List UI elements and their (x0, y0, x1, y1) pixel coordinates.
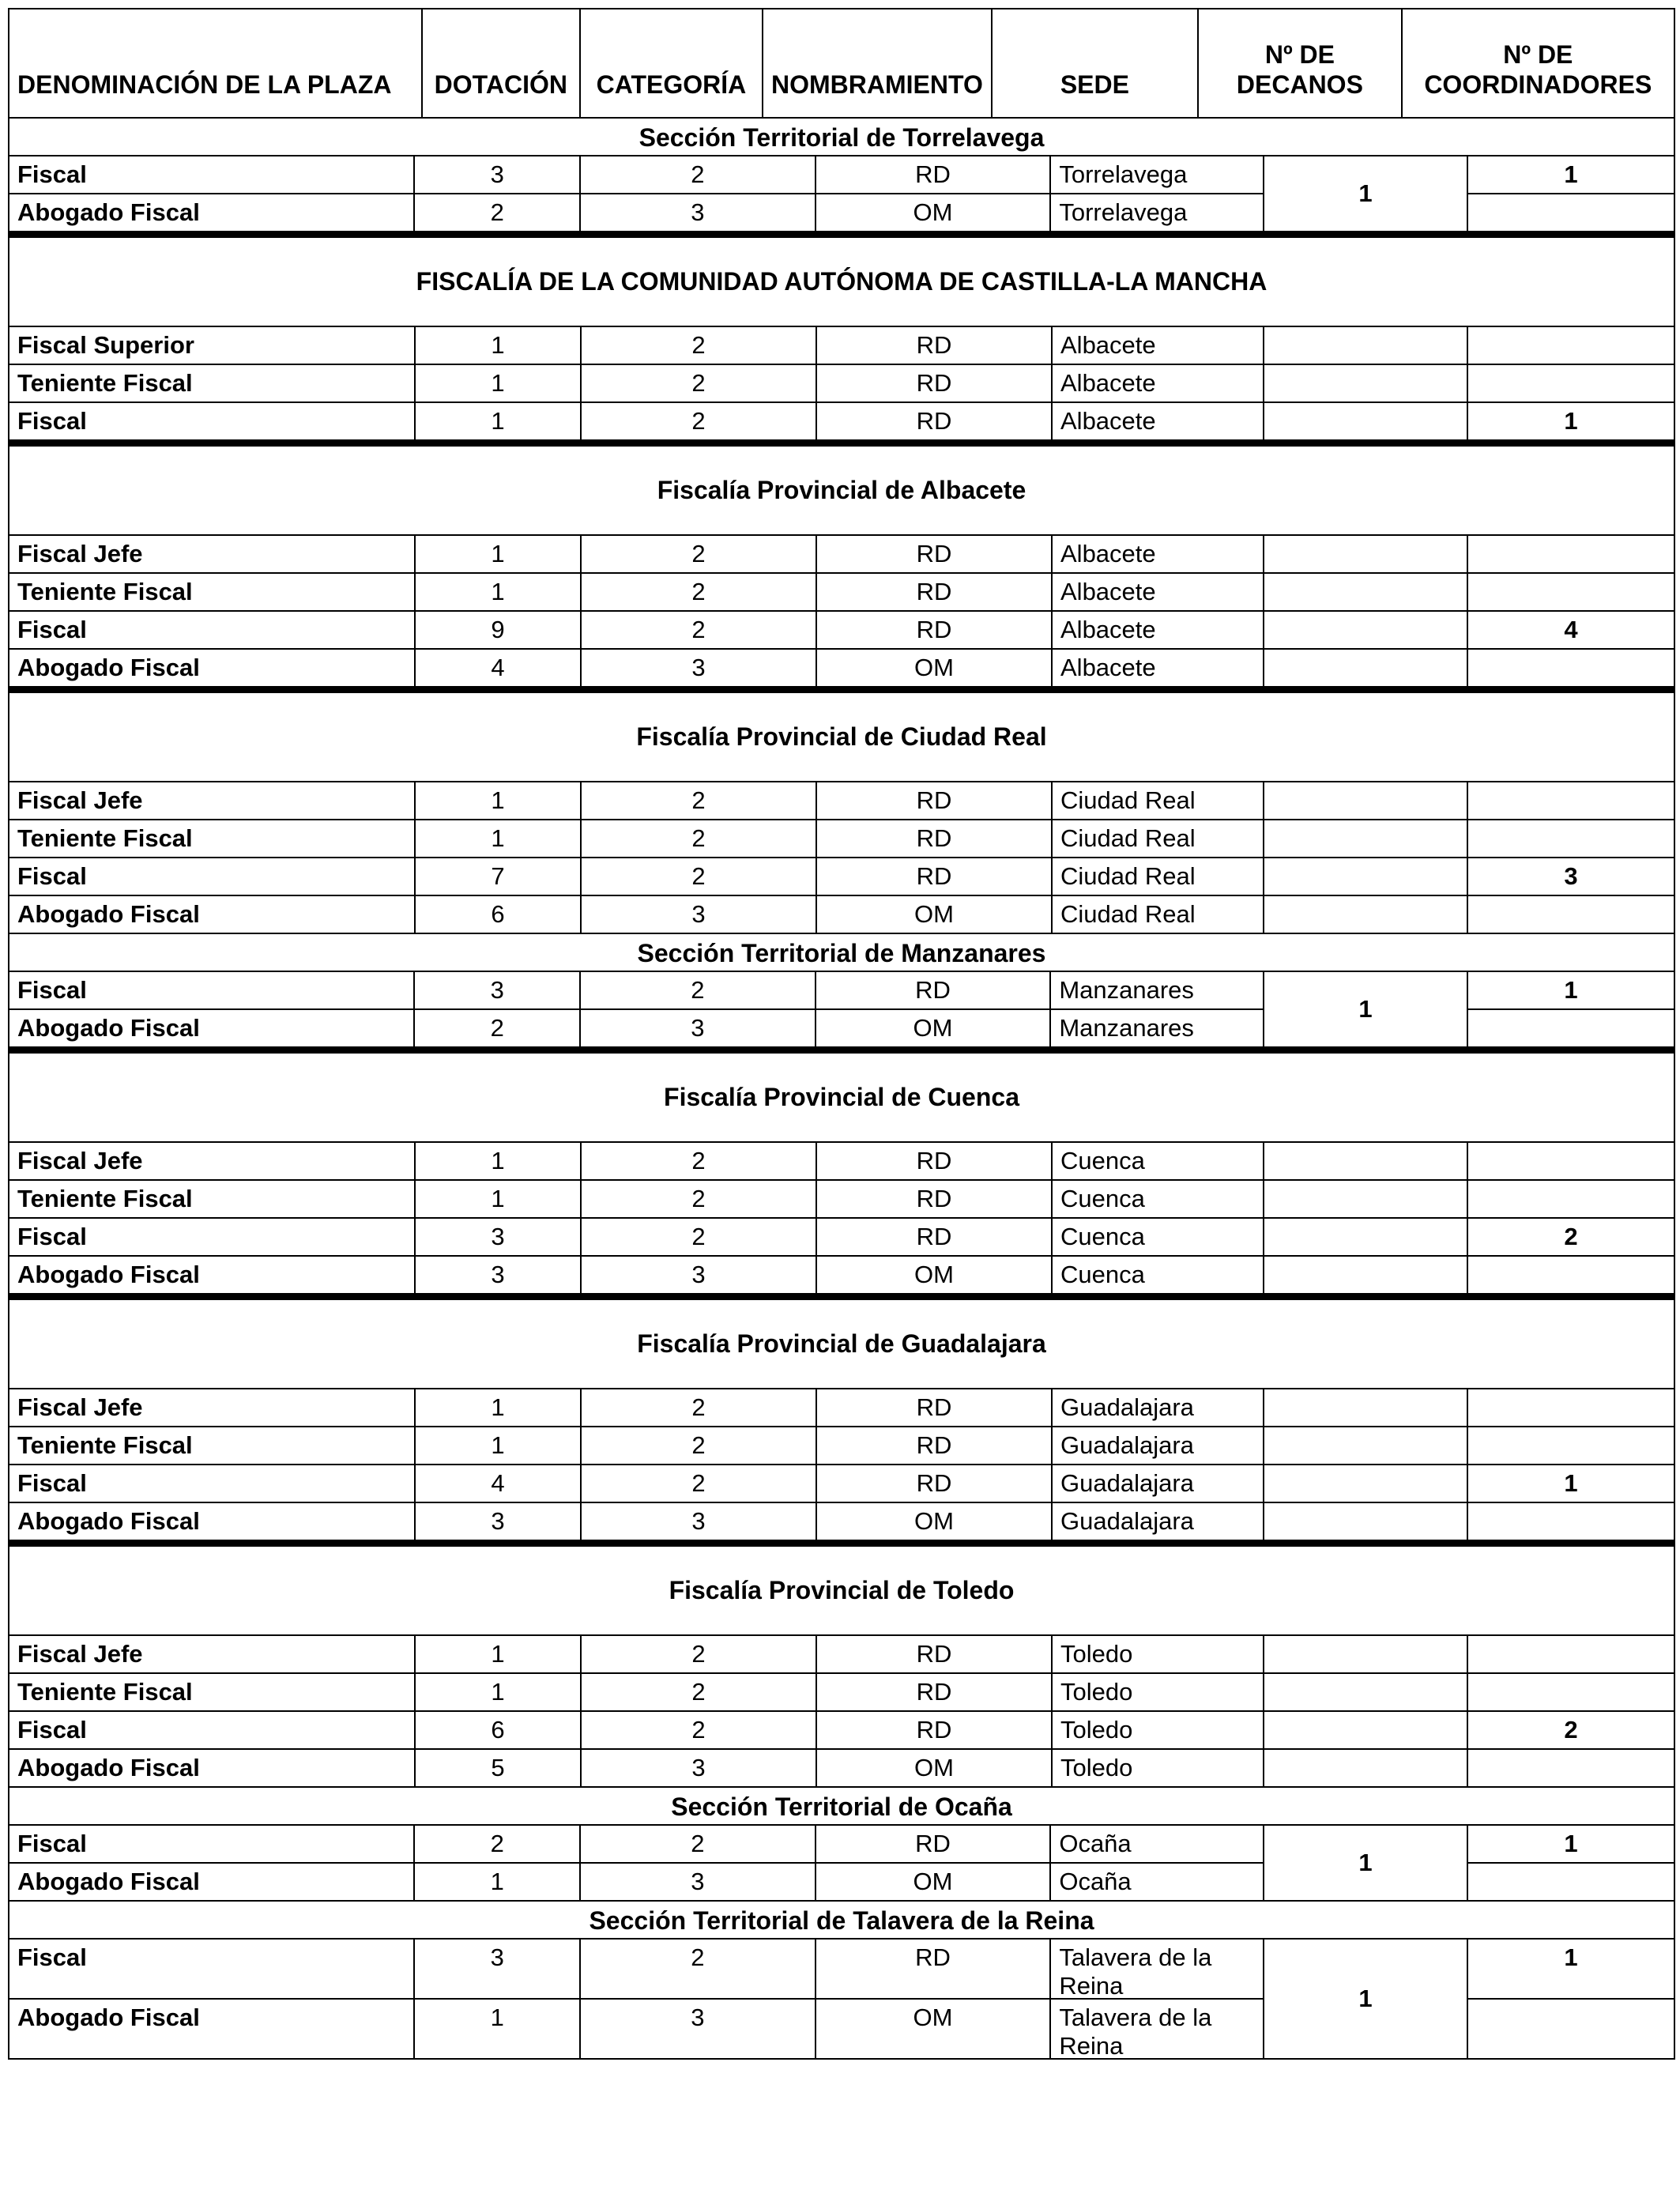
sede-cell: Cuenca (1053, 1219, 1264, 1257)
plaza-cell: Fiscal (9, 1465, 416, 1503)
decanos-cell (1264, 365, 1468, 403)
nombramiento-cell: RD (817, 782, 1053, 820)
nombramiento-cell: RD (817, 1465, 1053, 1503)
sede-cell: Torrelavega (1051, 194, 1263, 232)
categoria-cell: 2 (582, 1143, 817, 1181)
dotacion-cell: 3 (416, 1257, 582, 1295)
sede-cell: Guadalajara (1053, 1465, 1264, 1503)
dotacion-cell: 1 (416, 365, 582, 403)
decanos-cell (1264, 1465, 1468, 1503)
categoria-cell: 3 (582, 1257, 817, 1295)
section-group-manzanares (8, 972, 1675, 1048)
coordinadores-cell (1468, 896, 1674, 934)
table-row (8, 820, 1675, 858)
coordinadores-cell (1468, 1427, 1674, 1465)
header-sede: SEDE (993, 9, 1200, 119)
table-row (8, 1143, 1675, 1181)
staffing-table (8, 8, 1675, 2060)
coordinadores-cell (1468, 1503, 1674, 1541)
sede-cell: Albacete (1053, 365, 1264, 403)
decanos-cell (1264, 650, 1468, 688)
table-row (9, 1940, 1264, 2000)
dotacion-cell: 1 (416, 536, 582, 574)
sede-cell: Ciudad Real (1053, 858, 1264, 896)
plaza-cell: Abogado Fiscal (9, 1503, 416, 1541)
nombramiento-cell: RD (816, 972, 1052, 1010)
dotacion-cell: 3 (416, 1219, 582, 1257)
section-title-torrelavega: Sección Territorial de Torrelavega (9, 119, 1674, 156)
plaza-cell: Fiscal Jefe (9, 1389, 416, 1427)
dotacion-cell: 1 (416, 1389, 582, 1427)
dotacion-cell: 6 (416, 1712, 582, 1750)
categoria-cell: 2 (581, 972, 816, 1010)
categoria-cell: 3 (581, 194, 816, 232)
nombramiento-cell: RD (817, 612, 1053, 650)
section-title-cuenca: Fiscalía Provincial de Cuenca (8, 1048, 1675, 1143)
decanos-cell (1264, 1257, 1468, 1295)
nombramiento-cell: OM (816, 1010, 1052, 1048)
coordinadores-cell (1468, 536, 1674, 574)
coordinadores-cell (1468, 1674, 1674, 1712)
dotacion-cell: 1 (416, 820, 582, 858)
section-title-guadalajara: Fiscalía Provincial de Guadalajara (8, 1295, 1675, 1389)
dotacion-cell: 9 (416, 612, 582, 650)
coordinadores-cell (1468, 1636, 1674, 1674)
table-row (8, 1674, 1675, 1712)
section-title-talavera: Sección Territorial de Talavera de la Reina (9, 1902, 1674, 1940)
table-row (8, 1465, 1675, 1503)
categoria-cell: 2 (582, 327, 817, 365)
plaza-cell: Abogado Fiscal (9, 896, 416, 934)
dotacion-cell: 1 (416, 1636, 582, 1674)
plaza-cell: Fiscal (9, 403, 416, 441)
sede-cell: Ciudad Real (1053, 896, 1264, 934)
table-row (8, 782, 1675, 820)
categoria-cell: 2 (582, 365, 817, 403)
table-row (8, 896, 1675, 934)
table-row (8, 1712, 1675, 1750)
plaza-cell: Fiscal Jefe (9, 1143, 416, 1181)
dotacion-cell: 1 (416, 1181, 582, 1219)
dotacion-cell: 2 (415, 194, 581, 232)
coordinadores-cell: 1 (1468, 1465, 1674, 1503)
categoria-cell: 2 (582, 858, 817, 896)
table-row (9, 156, 1264, 194)
categoria-cell: 2 (582, 1636, 817, 1674)
table-row (8, 858, 1675, 896)
table-row (8, 612, 1675, 650)
nombramiento-cell: RD (816, 156, 1052, 194)
section-title-toledo: Fiscalía Provincial de Toledo (8, 1541, 1675, 1636)
sede-cell: Cuenca (1053, 1257, 1264, 1295)
nombramiento-cell: RD (817, 403, 1053, 441)
decanos-cell (1264, 403, 1468, 441)
dotacion-cell: 3 (415, 972, 581, 1010)
dotacion-cell: 6 (416, 896, 582, 934)
plaza-cell: Fiscal (9, 1712, 416, 1750)
coordinadores-cell (1468, 650, 1674, 688)
plaza-cell: Teniente Fiscal (9, 820, 416, 858)
coordinadores-cell (1468, 1181, 1674, 1219)
section-group-ocana (8, 1826, 1675, 1902)
table-row (9, 1864, 1264, 1902)
plaza-cell: Teniente Fiscal (9, 1427, 416, 1465)
dotacion-cell: 1 (415, 1864, 581, 1902)
section-title-manzanares: Sección Territorial de Manzanares (9, 934, 1674, 972)
header-decanos: Nº DE DECANOS (1199, 9, 1403, 119)
nombramiento-cell: OM (817, 1503, 1053, 1541)
sede-cell: Albacete (1053, 536, 1264, 574)
section-title-castilla-la-mancha: FISCALÍA DE LA COMUNIDAD AUTÓNOMA DE CASTILLA-LA MANCHA (8, 232, 1675, 327)
sede-cell: Talavera de la Reina (1051, 1940, 1263, 2000)
coordinadores-cell: 1 (1468, 1940, 1674, 2000)
sede-cell: Albacete (1053, 574, 1264, 612)
sede-cell: Guadalajara (1053, 1389, 1264, 1427)
decanos-cell (1264, 1503, 1468, 1541)
dotacion-cell: 1 (416, 1143, 582, 1181)
plaza-cell: Abogado Fiscal (9, 1750, 416, 1788)
dotacion-cell: 7 (416, 858, 582, 896)
categoria-cell: 2 (582, 536, 817, 574)
sede-cell: Toledo (1053, 1712, 1264, 1750)
coordinadores-cell (1468, 1864, 1674, 1902)
decanos-cell (1264, 820, 1468, 858)
decanos-cell (1264, 1674, 1468, 1712)
header-dotacion: DOTACIÓN (423, 9, 581, 119)
table-row (8, 1503, 1675, 1541)
coordinadores-cell (1468, 327, 1674, 365)
plaza-cell: Fiscal Jefe (9, 782, 416, 820)
table-row (9, 1826, 1264, 1864)
sede-cell: Albacete (1053, 327, 1264, 365)
coordinadores-cell (1468, 1010, 1674, 1048)
plaza-cell: Fiscal (9, 1219, 416, 1257)
section-heading-row (8, 1902, 1675, 1940)
header-coordinadores: Nº DE COORDINADORES (1403, 9, 1674, 119)
nombramiento-cell: RD (817, 858, 1053, 896)
coordinadores-cell: 3 (1468, 858, 1674, 896)
table-row (8, 365, 1675, 403)
categoria-cell: 2 (581, 156, 816, 194)
nombramiento-cell: RD (817, 1219, 1053, 1257)
plaza-cell: Teniente Fiscal (9, 1181, 416, 1219)
nombramiento-cell: OM (817, 1750, 1053, 1788)
coordinadores-cell (1468, 1389, 1674, 1427)
nombramiento-cell: OM (817, 896, 1053, 934)
decanos-cell (1264, 782, 1468, 820)
coordinadores-cell: 4 (1468, 612, 1674, 650)
decanos-cell: 1 (1264, 1940, 1468, 2060)
dotacion-cell: 3 (415, 1940, 581, 2000)
nombramiento-cell: RD (816, 1826, 1052, 1864)
section-heading-row (8, 934, 1675, 972)
dotacion-cell: 1 (416, 1427, 582, 1465)
decanos-cell (1264, 536, 1468, 574)
nombramiento-cell: OM (816, 2000, 1052, 2060)
dotacion-cell: 4 (416, 1465, 582, 1503)
decanos-cell: 1 (1264, 972, 1468, 1048)
sede-cell: Ocaña (1051, 1864, 1263, 1902)
decanos-cell (1264, 574, 1468, 612)
plaza-cell: Abogado Fiscal (9, 1257, 416, 1295)
coordinadores-cell (1468, 365, 1674, 403)
nombramiento-cell: RD (817, 1143, 1053, 1181)
categoria-cell: 3 (582, 1750, 817, 1788)
categoria-cell: 2 (582, 1674, 817, 1712)
decanos-cell (1264, 1427, 1468, 1465)
table-row (9, 1010, 1264, 1048)
decanos-cell (1264, 858, 1468, 896)
coordinadores-cell (1468, 1143, 1674, 1181)
plaza-cell: Teniente Fiscal (9, 365, 416, 403)
categoria-cell: 2 (582, 1465, 817, 1503)
nombramiento-cell: RD (817, 1636, 1053, 1674)
categoria-cell: 2 (582, 1712, 817, 1750)
table-row (8, 327, 1675, 365)
nombramiento-cell: RD (817, 1674, 1053, 1712)
nombramiento-cell: OM (816, 194, 1052, 232)
coordinadores-cell (1468, 1257, 1674, 1295)
decanos-cell (1264, 1712, 1468, 1750)
table-row (8, 1257, 1675, 1295)
table-row (8, 536, 1675, 574)
plaza-cell: Fiscal Jefe (9, 536, 416, 574)
sede-cell: Manzanares (1051, 972, 1263, 1010)
decanos-cell: 1 (1264, 156, 1468, 232)
dotacion-cell: 5 (416, 1750, 582, 1788)
categoria-cell: 3 (581, 2000, 816, 2060)
sede-cell: Guadalajara (1053, 1427, 1264, 1465)
categoria-cell: 3 (581, 1864, 816, 1902)
coordinadores-cell (1468, 820, 1674, 858)
plaza-cell: Abogado Fiscal (9, 1864, 415, 1902)
plaza-cell: Fiscal Jefe (9, 1636, 416, 1674)
sede-cell: Torrelavega (1051, 156, 1263, 194)
plaza-cell: Fiscal (9, 156, 415, 194)
plaza-cell: Fiscal Superior (9, 327, 416, 365)
coordinadores-cell: 1 (1468, 403, 1674, 441)
table-header (8, 8, 1675, 119)
sede-cell: Toledo (1053, 1636, 1264, 1674)
plaza-cell: Abogado Fiscal (9, 650, 416, 688)
section-group-talavera (8, 1940, 1675, 2060)
plaza-cell: Abogado Fiscal (9, 2000, 415, 2060)
decanos-cell (1264, 1389, 1468, 1427)
nombramiento-cell: RD (817, 536, 1053, 574)
dotacion-cell: 2 (415, 1010, 581, 1048)
plaza-cell: Teniente Fiscal (9, 574, 416, 612)
sede-cell: Albacete (1053, 612, 1264, 650)
decanos-cell (1264, 327, 1468, 365)
sede-cell: Ciudad Real (1053, 820, 1264, 858)
section-heading-row (8, 119, 1675, 156)
coordinadores-cell: 1 (1468, 972, 1674, 1010)
table-row (8, 1636, 1675, 1674)
nombramiento-cell: RD (817, 1389, 1053, 1427)
categoria-cell: 2 (582, 782, 817, 820)
dotacion-cell: 3 (415, 156, 581, 194)
categoria-cell: 2 (582, 1219, 817, 1257)
plaza-cell: Abogado Fiscal (9, 1010, 415, 1048)
table-row (8, 1389, 1675, 1427)
nombramiento-cell: RD (817, 1181, 1053, 1219)
decanos-cell (1264, 1219, 1468, 1257)
sede-cell: Talavera de la Reina (1051, 2000, 1263, 2060)
categoria-cell: 3 (582, 650, 817, 688)
sede-cell: Albacete (1053, 403, 1264, 441)
header-nombramiento: NOMBRAMIENTO (763, 9, 992, 119)
dotacion-cell: 1 (416, 574, 582, 612)
nombramiento-cell: OM (816, 1864, 1052, 1902)
plaza-cell: Fiscal (9, 612, 416, 650)
categoria-cell: 2 (582, 574, 817, 612)
categoria-cell: 2 (581, 1826, 816, 1864)
categoria-cell: 2 (582, 1427, 817, 1465)
coordinadores-cell (1468, 2000, 1674, 2060)
plaza-cell: Fiscal (9, 972, 415, 1010)
nombramiento-cell: RD (817, 820, 1053, 858)
sede-cell: Ocaña (1051, 1826, 1263, 1864)
sede-cell: Guadalajara (1053, 1503, 1264, 1541)
section-title-ciudad-real: Fiscalía Provincial de Ciudad Real (8, 688, 1675, 782)
coordinadores-cell: 1 (1468, 156, 1674, 194)
table-row (8, 1181, 1675, 1219)
dotacion-cell: 1 (415, 2000, 581, 2060)
nombramiento-cell: RD (817, 327, 1053, 365)
dotacion-cell: 1 (416, 327, 582, 365)
table-row (8, 574, 1675, 612)
sede-cell: Ciudad Real (1053, 782, 1264, 820)
section-group-torrelavega (8, 156, 1675, 232)
categoria-cell: 2 (582, 1389, 817, 1427)
header-categoria: CATEGORÍA (581, 9, 764, 119)
table-row (8, 403, 1675, 441)
section-title-ocana: Sección Territorial de Ocaña (9, 1788, 1674, 1826)
sede-cell: Cuenca (1053, 1181, 1264, 1219)
table-row (9, 2000, 1264, 2060)
dotacion-cell: 1 (416, 782, 582, 820)
decanos-cell: 1 (1264, 1826, 1468, 1902)
categoria-cell: 2 (582, 612, 817, 650)
section-heading-row (8, 1788, 1675, 1826)
table-row (8, 1750, 1675, 1788)
nombramiento-cell: OM (817, 1257, 1053, 1295)
categoria-cell: 2 (581, 1940, 816, 2000)
decanos-cell (1264, 896, 1468, 934)
table-row (8, 1219, 1675, 1257)
plaza-cell: Teniente Fiscal (9, 1674, 416, 1712)
decanos-cell (1264, 1143, 1468, 1181)
dotacion-cell: 4 (416, 650, 582, 688)
coordinadores-cell (1468, 194, 1674, 232)
dotacion-cell: 1 (416, 1674, 582, 1712)
sede-cell: Cuenca (1053, 1143, 1264, 1181)
sede-cell: Toledo (1053, 1674, 1264, 1712)
plaza-cell: Fiscal (9, 858, 416, 896)
decanos-cell (1264, 612, 1468, 650)
categoria-cell: 3 (582, 1503, 817, 1541)
nombramiento-cell: RD (817, 1427, 1053, 1465)
decanos-cell (1264, 1181, 1468, 1219)
decanos-cell (1264, 1750, 1468, 1788)
categoria-cell: 2 (582, 1181, 817, 1219)
coordinadores-cell (1468, 782, 1674, 820)
table-row (9, 194, 1264, 232)
coordinadores-cell (1468, 574, 1674, 612)
table-row (8, 650, 1675, 688)
decanos-cell (1264, 1636, 1468, 1674)
categoria-cell: 3 (582, 896, 817, 934)
categoria-cell: 2 (582, 403, 817, 441)
sede-cell: Albacete (1053, 650, 1264, 688)
nombramiento-cell: OM (817, 650, 1053, 688)
nombramiento-cell: RD (817, 1712, 1053, 1750)
coordinadores-cell (1468, 1750, 1674, 1788)
table-row (8, 1427, 1675, 1465)
header-denominacion: DENOMINACIÓN DE LA PLAZA (9, 9, 423, 119)
nombramiento-cell: RD (816, 1940, 1052, 2000)
coordinadores-cell: 2 (1468, 1219, 1674, 1257)
table-row (9, 972, 1264, 1010)
sede-cell: Manzanares (1051, 1010, 1263, 1048)
dotacion-cell: 1 (416, 403, 582, 441)
categoria-cell: 2 (582, 820, 817, 858)
coordinadores-cell: 2 (1468, 1712, 1674, 1750)
sede-cell: Toledo (1053, 1750, 1264, 1788)
plaza-cell: Abogado Fiscal (9, 194, 415, 232)
dotacion-cell: 2 (415, 1826, 581, 1864)
nombramiento-cell: RD (817, 365, 1053, 403)
plaza-cell: Fiscal (9, 1826, 415, 1864)
coordinadores-cell: 1 (1468, 1826, 1674, 1864)
section-title-albacete: Fiscalía Provincial de Albacete (8, 441, 1675, 536)
categoria-cell: 3 (581, 1010, 816, 1048)
dotacion-cell: 3 (416, 1503, 582, 1541)
plaza-cell: Fiscal (9, 1940, 415, 2000)
nombramiento-cell: RD (817, 574, 1053, 612)
